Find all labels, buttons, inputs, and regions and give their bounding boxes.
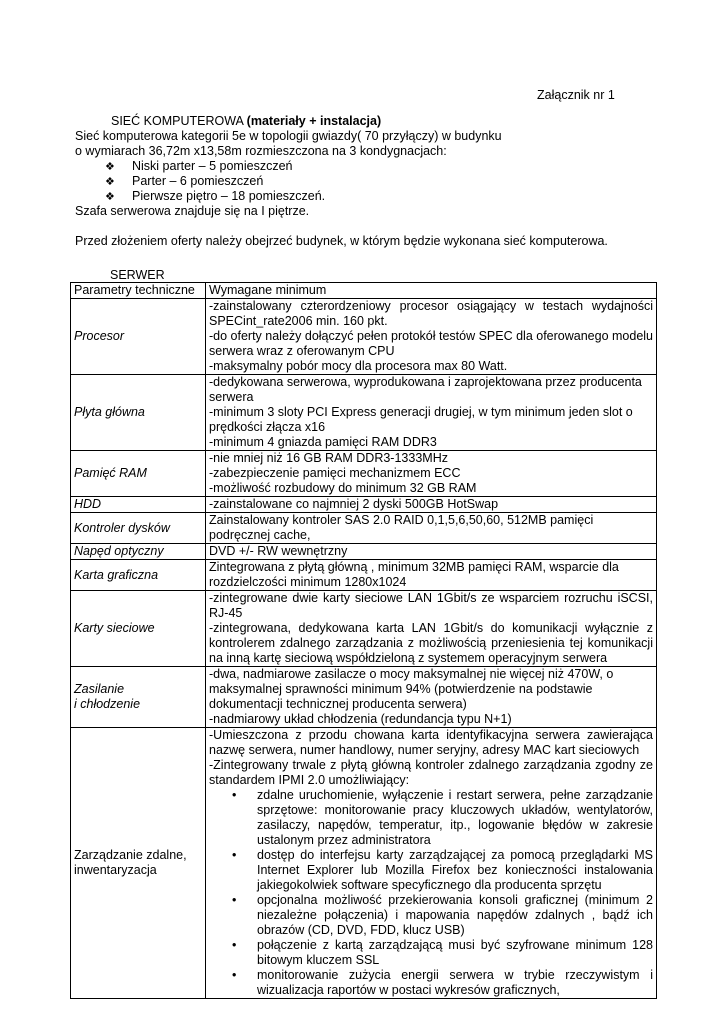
- requirement-line: -minimum 4 gniazda pamięci RAM DDR3: [209, 435, 437, 449]
- table-header-row: [71, 283, 657, 299]
- table-row: [71, 667, 657, 728]
- floor-list: [75, 159, 655, 204]
- inspection-note: Przed złożeniem oferty należy obejrzeć budynek, w którym będzie wykonana sieć komputerowa.: [75, 234, 608, 248]
- requirement-cell: [206, 497, 657, 513]
- table-row: [71, 513, 657, 544]
- requirement-line: -zainstalowane co najmniej 2 dyski 500GB HotSwap: [209, 497, 499, 511]
- requirement-cell: [206, 591, 657, 667]
- param-cell: Karta graficzna: [71, 560, 206, 591]
- requirement-line: -zintegrowane dwie karty sieciowe LAN 1Gbit/s ze wsparciem rozruchu iSCSI, RJ-45: [209, 591, 653, 620]
- diamond-bullet-icon: ❖: [105, 190, 115, 203]
- requirement-line: -możliwość rozbudowy do minimum 32 GB RAM: [209, 481, 477, 495]
- requirement-line: -Umieszczona z przodu chowana karta identyfikacyjna serwera zawierająca nazwę serwera, numer handlowy, numer seryjny, adresy MAC kart sieciowych: [209, 728, 653, 757]
- requirement-cell: [206, 375, 657, 451]
- header-requirement-cell: Wymagane minimum: [206, 283, 657, 299]
- floor-list-item: [105, 159, 655, 174]
- table-row: [71, 728, 657, 999]
- param-cell: Kontroler dysków: [71, 513, 206, 544]
- param-cell: Pamięć RAM: [71, 451, 206, 497]
- table-row: [71, 591, 657, 667]
- floor-list-text: Parter – 6 pomieszczeń: [132, 174, 264, 188]
- requirement-line: -maksymalny pobór mocy dla procesora max 80 Watt.: [209, 359, 508, 373]
- requirement-line: -zabezpieczenie pamięci mechanizmem ECC: [209, 466, 461, 480]
- param-cell: Procesor: [71, 299, 206, 375]
- requirement-line: DVD +/- RW wewnętrzny: [209, 544, 348, 558]
- management-feature-list: [209, 788, 653, 998]
- annex-label: Załącznik nr 1: [537, 88, 615, 102]
- requirement-cell: [206, 728, 657, 999]
- param-cell: Karty sieciowe: [71, 591, 206, 667]
- table-row: [71, 451, 657, 497]
- requirement-cell: [206, 560, 657, 591]
- rack-note: Szafa serwerowa znajduje się na I piętrze.: [75, 204, 310, 218]
- floor-list-text: Niski parter – 5 pomieszczeń: [132, 159, 293, 173]
- list-item: • monitorowanie zużycia energii serwera w trybie rzeczywistym i wizualizacja raportów w postaci wykresów graficznych,: [232, 968, 653, 998]
- requirement-cell: [206, 667, 657, 728]
- section-title-bold: (materiały + instalacja): [246, 114, 382, 128]
- spacer: [75, 219, 655, 234]
- table-row: [71, 497, 657, 513]
- requirement-line: -dwa, nadmiarowe zasilacze o mocy maksymalnej nie więcej niż 470W, o maksymalnej sprawności minimum 94% (potwierdzenie na podstawie dokumentacji technicznej producenta serwera): [209, 667, 614, 711]
- requirement-cell: [206, 513, 657, 544]
- param-label: Zasilanie i chłodzenie: [74, 682, 141, 711]
- table-row: [71, 299, 657, 375]
- list-item: • dostęp do interfejsu karty zarządzającej za pomocą przeglądarki MS Internet Explorer lub Mozilla Firefox bez konieczności instalowania jakiegokolwiek software specyficznego dla producenta sprzętu: [232, 848, 653, 893]
- requirement-line: -do oferty należy dołączyć pełen protokół testów SPEC dla oferowanego modelu serwera wraz z oferowanym CPU: [209, 329, 654, 358]
- param-cell: Płyta główna: [71, 375, 206, 451]
- requirement-line: -minimum 3 sloty PCI Express generacji drugiej, w tym minimum jeden slot o prędkości złącza x16: [209, 405, 633, 434]
- param-cell: [71, 667, 206, 728]
- diamond-bullet-icon: ❖: [105, 160, 115, 173]
- floor-list-text: Pierwsze piętro – 18 pomieszczeń.: [132, 189, 326, 203]
- requirement-cell: [206, 299, 657, 375]
- section-title-plain: SIEĆ KOMPUTEROWA: [111, 114, 247, 128]
- list-item: • opcjonalna możliwość przekierowania konsoli graficznej (minimum 2 niezależne połączenia) i mapowania napędów zdalnych , bądź ich obrazów (CD, DVD, FDD, klucz USB): [232, 893, 653, 938]
- list-item: • zdalne uruchomienie, wyłączenie i restart serwera, pełne zarządzanie sprzętowe: monitorowanie pracy kluczowych układów, wentylatorów, zasilaczy, napędów, temperatur, itp., logowanie błędów w zakresie ustalonym przez administratora: [232, 788, 653, 848]
- floor-list-item: [105, 189, 655, 204]
- server-section-label: SERWER: [110, 268, 165, 282]
- requirement-line: -nie mniej niż 16 GB RAM DDR3-1333MHz: [209, 451, 448, 465]
- requirement-line: -dedykowana serwerowa, wyprodukowana i zaprojektowana przez producenta serwera: [209, 375, 642, 404]
- requirement-line: -nadmiarowy układ chłodzenia (redundancja typu N+1): [209, 712, 512, 726]
- requirement-line: -Zintegrowany trwale z płytą główną kontroler zdalnego zarządzania zgodny ze standardem IPMI 2.0 umożliwiający:: [209, 758, 653, 787]
- network-description-line: Sieć komputerowa kategorii 5e w topologii gwiazdy( 70 przyłączy) w budynku: [75, 129, 502, 143]
- header-param-cell: Parametry techniczne: [71, 283, 206, 299]
- diamond-bullet-icon: ❖: [105, 175, 115, 188]
- intro-section: [75, 114, 655, 249]
- requirement-line: Zintegrowana z płytą główną , minimum 32MB pamięci RAM, wsparcie dla rozdzielczości minimum 1280x1024: [209, 560, 619, 589]
- requirement-cell: [206, 544, 657, 560]
- requirement-line: -zintegrowana, dedykowana karta LAN 1Gbit/s do komunikacji wyłącznie z kontrolerem zdalnego zarządzania z możliwością przeniesienia tej komunikacji na inną kartę sieciową współdzieloną z systemem operacyjnym serwera: [209, 621, 653, 665]
- table-row: [71, 560, 657, 591]
- table-row: [71, 375, 657, 451]
- requirement-cell: [206, 451, 657, 497]
- param-cell: HDD: [71, 497, 206, 513]
- network-dimensions-line: o wymiarach 36,72m x13,58m rozmieszczona na 3 kondygnacjach:: [75, 144, 447, 158]
- server-spec-table: [70, 282, 657, 999]
- table-row: [71, 544, 657, 560]
- floor-list-item: [105, 174, 655, 189]
- requirement-line: Zainstalowany kontroler SAS 2.0 RAID 0,1,5,6,50,60, 512MB pamięci podręcznej cache,: [209, 513, 594, 542]
- param-cell: Napęd optyczny: [71, 544, 206, 560]
- param-cell: Zarządzanie zdalne, inwentaryzacja: [71, 728, 206, 999]
- requirement-line: -zainstalowany czterordzeniowy procesor osiągający w testach wydajności SPECint_rate2006 min. 160 pkt.: [209, 299, 653, 328]
- section-title: [75, 114, 655, 129]
- list-item: • połączenie z kartą zarządzającą musi być szyfrowane minimum 128 bitowym kluczem SSL: [232, 938, 653, 968]
